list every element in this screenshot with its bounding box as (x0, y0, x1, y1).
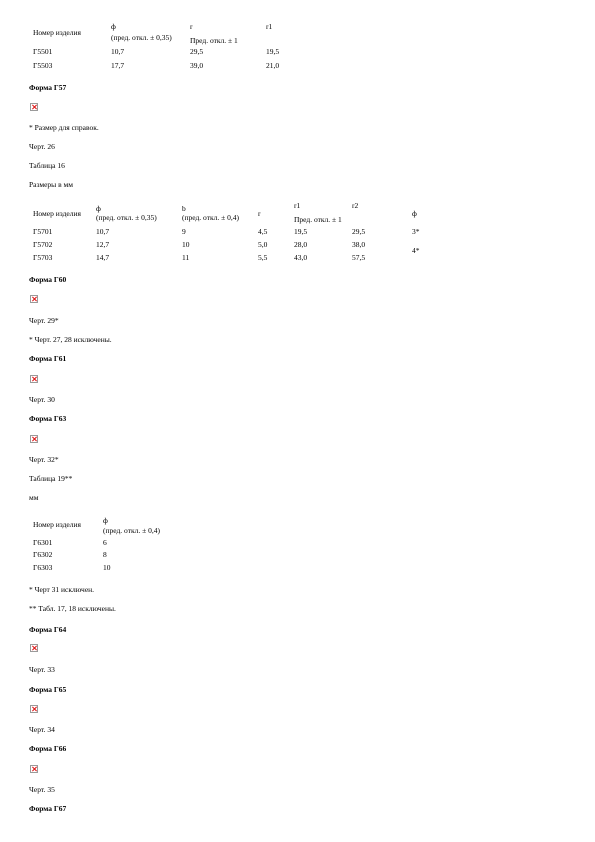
table-cell: 29,5 (190, 47, 204, 56)
table2-header-b: b (182, 204, 186, 213)
table2-header-diameter: ф (96, 204, 101, 213)
table-cell: 4,5 (258, 227, 268, 236)
form-heading-g61: Форма Г61 (29, 354, 67, 363)
table2-header-diameter2: ф (412, 209, 417, 218)
table-cell: 19,5 (294, 227, 308, 236)
drawing-caption-33: Черт. 33 (29, 665, 55, 674)
form-heading-g65: Форма Г65 (29, 685, 67, 694)
table-cell: Г6303 (33, 563, 53, 572)
drawing-caption-30: Черт. 30 (29, 395, 55, 404)
table2-header-b-tol: (пред. откл. ± 0,4) (182, 213, 239, 222)
table-cell: 5,0 (258, 240, 268, 249)
table-cell: 28,0 (294, 240, 308, 249)
table-caption-19: Таблица 19** (29, 474, 73, 483)
table-cell: Г5703 (33, 253, 53, 262)
form-heading-g63: Форма Г63 (29, 414, 67, 423)
broken-image-icon (30, 435, 38, 443)
broken-image-icon (30, 644, 38, 652)
broken-image-icon (30, 103, 38, 111)
table2-header-r: r (258, 209, 261, 218)
table-cell: 11 (182, 253, 190, 262)
table-cell: Г5702 (33, 240, 53, 249)
table-cell: 39,0 (190, 61, 204, 70)
table-cell: 38,0 (352, 240, 366, 249)
footnote-reference: * Размер для справок. (29, 123, 99, 132)
units-caption-mm: мм (29, 493, 39, 502)
table-cell: Г5503 (33, 61, 53, 70)
table1-header-r-tol: Пред. откл. ± 1 (190, 36, 238, 45)
drawing-caption-26: Черт. 26 (29, 142, 55, 151)
table-cell: Г6301 (33, 538, 53, 547)
table2-header-r-tol: Пред. откл. ± 1 (294, 215, 342, 224)
form-heading-g57: Форма Г57 (29, 83, 67, 92)
table3-header-diameter-tol: (пред. откл. ± 0,4) (103, 526, 160, 535)
table-caption-16: Таблица 16 (29, 161, 65, 170)
table1-header-r: r (190, 22, 193, 31)
table-cell: 29,5 (352, 227, 366, 236)
table-cell: 6 (103, 538, 107, 547)
footnote-tables: ** Табл. 17, 18 исключены. (29, 604, 116, 613)
table-cell: 57,5 (352, 253, 366, 262)
form-heading-g64: Форма Г64 (29, 625, 67, 634)
table-cell: 14,7 (96, 253, 110, 262)
table-cell: Г6302 (33, 550, 53, 559)
footnote-excluded-27-28: * Черт. 27, 28 исключены. (29, 335, 112, 344)
table2-header-r2: r2 (352, 201, 359, 210)
form-heading-g60: Форма Г60 (29, 275, 67, 284)
table-cell: 10 (182, 240, 190, 249)
broken-image-icon (30, 295, 38, 303)
table3-header-number: Номер изделия (33, 520, 81, 529)
table1-header-diameter: ф (111, 22, 116, 31)
table-cell: 10,7 (96, 227, 110, 236)
broken-image-icon (30, 375, 38, 383)
table-cell: 4* (412, 246, 420, 255)
broken-image-icon (30, 705, 38, 713)
table3-header-diameter: ф (103, 516, 108, 525)
footnote-chert31: * Черт 31 исключен. (29, 585, 95, 594)
units-caption: Размеры в мм (29, 180, 74, 189)
table-cell: 17,7 (111, 61, 125, 70)
table-cell: 43,0 (294, 253, 308, 262)
table-cell: 5,5 (258, 253, 268, 262)
table1-header-r1: r1 (266, 22, 273, 31)
table-cell: 8 (103, 550, 107, 559)
broken-image-icon (30, 765, 38, 773)
table-cell: 12,7 (96, 240, 110, 249)
table2-header-number: Номер изделия (33, 209, 81, 218)
table-cell: 10 (103, 563, 111, 572)
table-cell: 21,0 (266, 61, 280, 70)
table-cell: 10,7 (111, 47, 125, 56)
table-cell: Г5701 (33, 227, 53, 236)
drawing-caption-34: Черт. 34 (29, 725, 55, 734)
table-cell: 19,5 (266, 47, 280, 56)
table2-header-r1: r1 (294, 201, 301, 210)
form-heading-g66: Форма Г66 (29, 744, 67, 753)
table-cell: 3* (412, 227, 420, 236)
drawing-caption-35: Черт. 35 (29, 785, 55, 794)
table1-header-diameter-tol: (пред. откл. ± 0,35) (111, 33, 172, 42)
table-cell: 9 (182, 227, 186, 236)
form-heading-g67: Форма Г67 (29, 804, 67, 813)
drawing-caption-32: Черт. 32* (29, 455, 59, 464)
table-cell: Г5501 (33, 47, 53, 56)
table1-header-number: Номер изделия (33, 28, 81, 37)
table2-header-diameter-tol: (пред. откл. ± 0,35) (96, 213, 157, 222)
drawing-caption-29: Черт. 29* (29, 316, 59, 325)
